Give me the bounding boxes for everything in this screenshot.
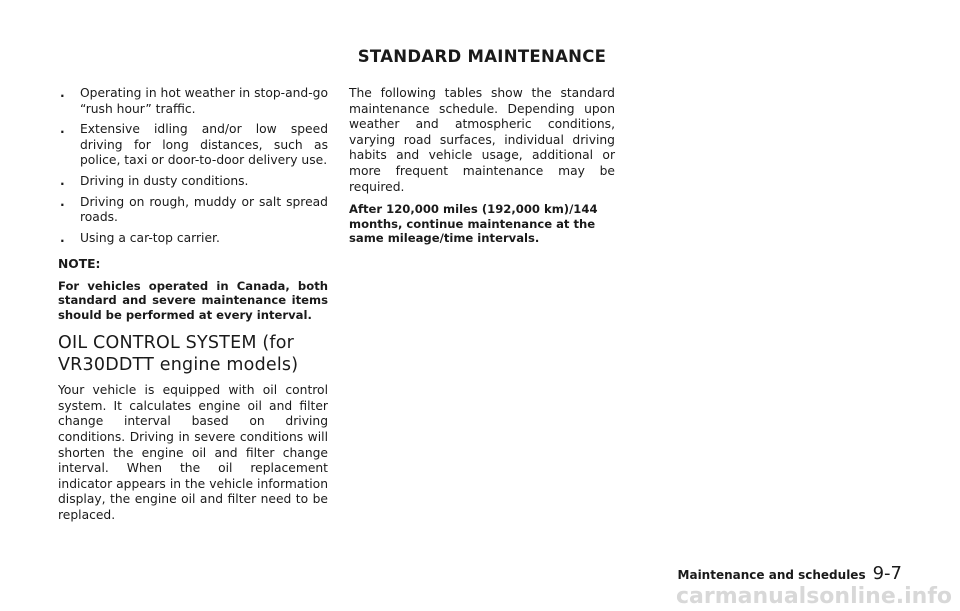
- schedule-intro-paragraph: The following tables show the standard maintenance schedule. Depending upon weather and atmospheric conditions, varying road surfaces, individual driving habits and vehicle usage, additional or more frequent maintenance may be required.: [349, 86, 615, 194]
- bullet-marker: .: [60, 122, 65, 137]
- section-header: STANDARD MAINTENANCE: [357, 47, 607, 66]
- note-label: NOTE:: [58, 257, 101, 272]
- bullet-marker: .: [60, 230, 65, 245]
- oil-control-paragraph: Your vehicle is equipped with oil control system. It calculates engine oil and filter change interval based on driving conditions. Driving in severe conditions will shorten the engine oil and filter change interval. When the oil replacement indicator appears in the vehicle information display, the engine oil and filter need to be replaced.: [58, 383, 328, 522]
- footer-section-title: Maintenance and schedules: [677, 568, 866, 582]
- bullet-marker: .: [60, 194, 65, 209]
- list-item-text: Driving on rough, muddy or salt spread roads.: [80, 194, 328, 225]
- list-item-text: Operating in hot weather in stop-and-go “rush hour” traffic.: [80, 86, 328, 116]
- condition-list: [58, 86, 328, 246]
- page-number: 9-7: [872, 563, 902, 584]
- list-item: [58, 86, 328, 117]
- list-item-text: Using a car-top carrier.: [80, 230, 220, 245]
- bullet-marker: .: [60, 86, 65, 100]
- list-item-text: Driving in dusty conditions.: [80, 173, 249, 188]
- watermark: carmanualsonline.info: [676, 584, 952, 609]
- list-item: [58, 122, 328, 169]
- left-column: [58, 86, 328, 524]
- bullet-marker: .: [60, 173, 65, 188]
- list-item-text: Extensive idling and/or low speed driving for long distances, such as police, taxi or door-to-door delivery use.: [80, 122, 328, 168]
- right-column: [349, 86, 615, 245]
- page-footer: [678, 563, 902, 584]
- list-item: [58, 174, 328, 190]
- oil-control-heading: OIL CONTROL SYSTEM (for VR30DDTT engine models): [58, 333, 299, 376]
- list-item: [58, 231, 328, 247]
- note-text: For vehicles operated in Canada, both standard and severe maintenance items should be performed at every interval.: [58, 278, 328, 322]
- mileage-note: After 120,000 miles (192,000 km)/144 months, continue maintenance at the same mileage/time intervals.: [349, 202, 598, 245]
- list-item: [58, 195, 328, 226]
